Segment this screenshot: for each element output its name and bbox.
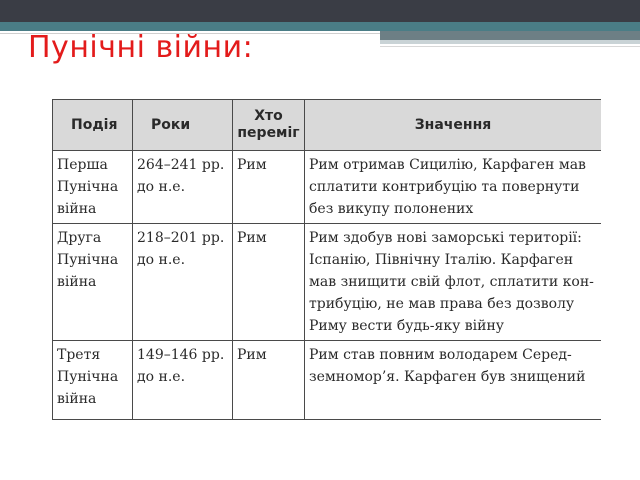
cell-years: 264–241 рр. до н.е.: [133, 151, 233, 224]
slide-decor-strip: [380, 40, 640, 44]
cell-event: Друга Пунічна війна: [53, 224, 133, 341]
cell-years: 149–146 рр. до н.е.: [133, 341, 233, 420]
slide-decor-block: [380, 31, 640, 40]
punic-wars-table: [52, 99, 601, 420]
slide-decor-line-right: [380, 46, 640, 47]
table-header-row: [53, 100, 602, 151]
cell-event: Перша Пунічна війна: [53, 151, 133, 224]
header-years: Роки: [133, 100, 233, 151]
table-row: [53, 224, 602, 341]
cell-significance: Рим став повним володарем Серед-земномор’я. Карфаген був знищений: [305, 341, 602, 420]
cell-winner: Рим: [233, 151, 305, 224]
cell-significance: Рим отримав Сицилію, Карфаген мав сплатити контрибуцію та повернути без викупу полонених: [305, 151, 602, 224]
cell-winner: Рим: [233, 341, 305, 420]
slide-title: Пунічні війни:: [28, 30, 254, 65]
table-row: [53, 151, 602, 224]
cell-event: Третя Пунічна війна: [53, 341, 133, 420]
slide-top-bar: [0, 0, 640, 22]
punic-wars-table-container: [52, 99, 601, 425]
cell-winner: Рим: [233, 224, 305, 341]
table-row: [53, 341, 602, 420]
cell-significance: Рим здобув нові заморські території: Іспанію, Північну Італію. Карфаген мав знищити свій флот, сплатити кон-трибуцію, не мав права без дозволу Риму вести будь-яку війну: [305, 224, 602, 341]
header-winner: Хто переміг: [233, 100, 305, 151]
header-event: Подія: [53, 100, 133, 151]
header-significance: Значення: [305, 100, 602, 151]
cell-years: 218–201 рр. до н.е.: [133, 224, 233, 341]
